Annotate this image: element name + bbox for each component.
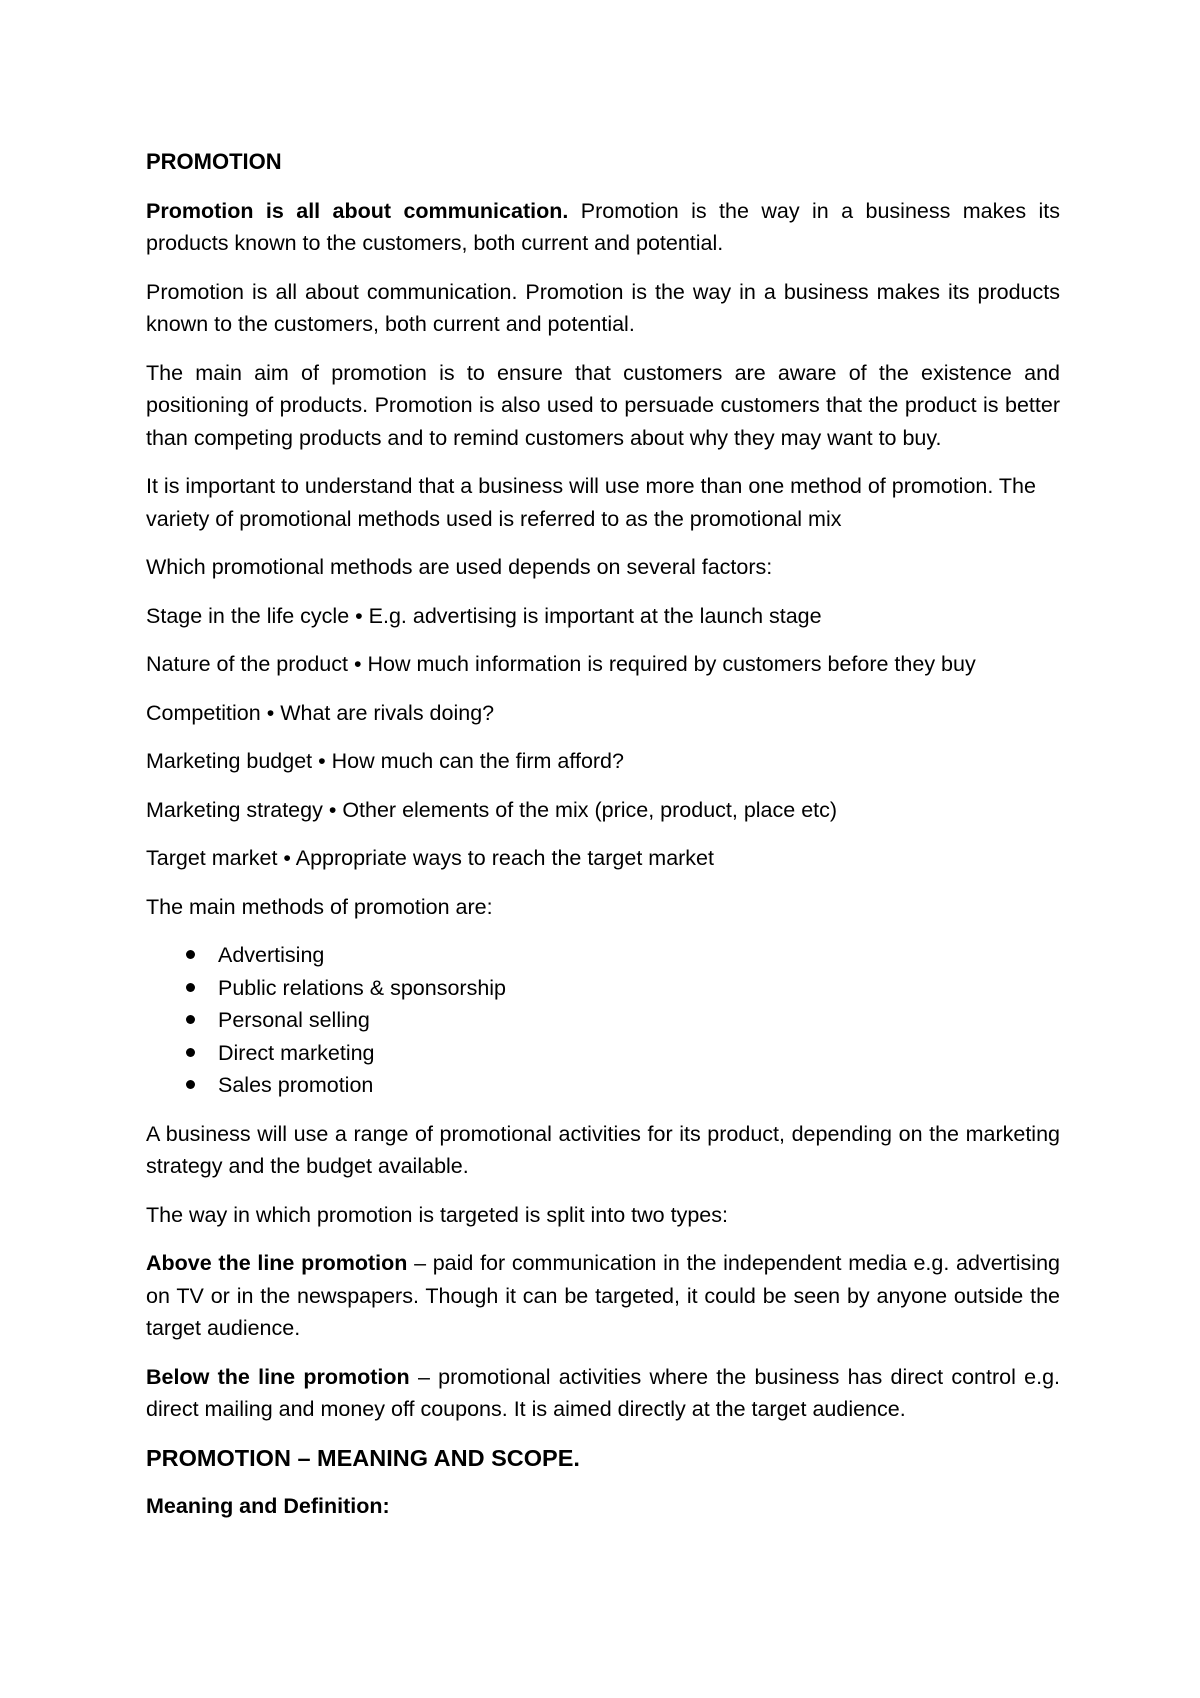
list-item-label: Advertising: [218, 943, 325, 967]
bullet-icon: [186, 950, 195, 959]
below-line-paragraph: [146, 1361, 1060, 1426]
list-item: [146, 1037, 1060, 1070]
bullet-icon: [186, 1080, 195, 1089]
paragraph: It is important to understand that a business will use more than one method of promotion. The variety of promotional methods used is referred to as the promotional mix: [146, 474, 1036, 531]
factor-line: Competition • What are rivals doing?: [146, 700, 495, 725]
factor-line: Marketing strategy • Other elements of the mix (price, product, place etc): [146, 797, 838, 822]
list-item-label: Direct marketing: [218, 1040, 375, 1065]
list-item: [146, 939, 1060, 972]
list-item: [146, 972, 1060, 1005]
page-title: PROMOTION: [146, 149, 282, 174]
above-line-text: – paid for communication in the independent media e.g. advertising on TV or in the newspapers. Though it can be targeted, it could be seen by anyone outside the target audience.: [146, 1251, 1060, 1340]
bullet-icon: [186, 1048, 195, 1057]
paragraph: The main aim of promotion is to ensure that customers are aware of the existence and positioning of products. Promotion is also used to persuade customers that the product is better than competing products and to remind customers about why they may want to buy.: [146, 360, 1060, 450]
list-item: [146, 1004, 1060, 1037]
range-paragraph: A business will use a range of promotional activities for its product, depending on the marketing strategy and the budget available.: [146, 1121, 1060, 1178]
list-item-label: Public relations & sponsorship: [218, 975, 507, 1000]
list-item-label: Personal selling: [218, 1008, 370, 1032]
list-item: [146, 1069, 1060, 1102]
factor-line: Target market • Appropriate ways to reach the target market: [146, 846, 714, 870]
above-line-paragraph: [146, 1247, 1060, 1345]
bullet-icon: [186, 983, 195, 992]
bullet-icon: [186, 1015, 195, 1024]
document-content: [146, 146, 1060, 1539]
intro-paragraph: [146, 195, 1060, 260]
above-line-term: Above the line promotion: [146, 1251, 408, 1275]
below-line-term: Below the line promotion: [146, 1364, 410, 1389]
list-item-label: Sales promotion: [218, 1073, 374, 1097]
factor-line: Stage in the life cycle • E.g. advertising is important at the launch stage: [146, 603, 822, 628]
factor-line: Marketing budget • How much can the firm afford?: [146, 749, 624, 773]
intro-text: Promotion is the way in a business makes its products known to the customers, both current and potential.: [146, 198, 1060, 255]
section-subheading: Meaning and Definition:: [146, 1494, 390, 1518]
section-heading: PROMOTION – MEANING AND SCOPE.: [146, 1444, 580, 1471]
methods-list: [146, 939, 1060, 1102]
targeting-intro: The way in which promotion is targeted is split into two types:: [146, 1202, 728, 1227]
methods-intro: The main methods of promotion are:: [146, 894, 493, 919]
intro-bold-text: Promotion is all about communication.: [146, 198, 569, 223]
factor-line: Nature of the product • How much information is required by customers before they buy: [146, 652, 976, 676]
paragraph: Which promotional methods are used depends on several factors:: [146, 555, 773, 579]
below-line-text: – promotional activities where the business has direct control e.g. direct mailing and money off coupons. It is aimed directly at the target audience.: [146, 1364, 1061, 1421]
paragraph: Promotion is all about communication. Promotion is the way in a business makes its products known to the customers, both current and potential.: [146, 279, 1060, 336]
